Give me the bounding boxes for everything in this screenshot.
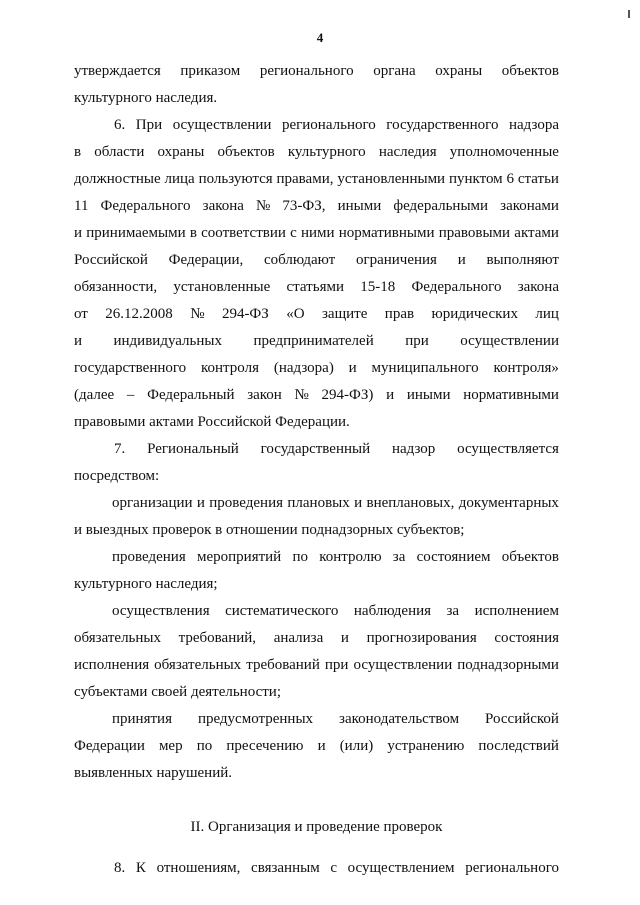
word: Федеральный	[147, 387, 235, 403]
text-line	[74, 301, 559, 328]
word: организации	[112, 495, 193, 511]
text-line	[74, 652, 559, 679]
word: осуществляется	[457, 441, 559, 457]
word: прав	[384, 306, 415, 322]
word: обязанности,	[74, 279, 158, 295]
text-line	[74, 247, 559, 274]
word: Федерального	[100, 198, 191, 214]
word: области	[94, 144, 145, 160]
word: культурного	[287, 144, 366, 160]
word: 6	[506, 171, 514, 187]
spacer	[74, 787, 559, 814]
word: объектов	[501, 549, 559, 565]
word: актами	[514, 225, 559, 241]
word: Российской	[74, 252, 148, 268]
word: с	[330, 860, 338, 876]
word: состоянием	[416, 549, 491, 565]
text-line	[74, 139, 559, 166]
word: –	[126, 387, 135, 403]
word: и	[386, 387, 395, 403]
text-line	[74, 112, 559, 139]
word: регионального	[259, 63, 354, 79]
text-line: культурного наследия;	[74, 576, 218, 592]
word: «О	[286, 306, 305, 322]
word: и	[317, 738, 326, 754]
word: исполнения	[74, 657, 150, 673]
word: и	[457, 252, 466, 268]
word: охраны	[157, 144, 205, 160]
word: органа	[373, 63, 416, 79]
word: Региональный	[147, 441, 239, 457]
word: проведения	[209, 495, 284, 511]
word: контроля	[201, 360, 259, 376]
text-line	[74, 490, 559, 517]
word: анализа	[273, 630, 324, 646]
word: наследия	[378, 144, 437, 160]
word: осуществлении	[172, 117, 272, 133]
word: и	[354, 495, 363, 511]
text-line	[74, 706, 559, 733]
word: защите	[322, 306, 368, 322]
word: по	[196, 738, 213, 754]
word: осуществления	[112, 603, 210, 619]
word: закона	[202, 198, 244, 214]
text-line: и выездных проверок в отношении поднадзорных субъектов;	[74, 522, 465, 538]
word: и	[340, 630, 349, 646]
word: пресечению	[226, 738, 304, 754]
word: систематического	[225, 603, 339, 619]
text-line: правовыми актами Российской Федерации.	[74, 414, 350, 430]
word: №	[294, 387, 309, 403]
word: иными	[406, 387, 451, 403]
word: правами,	[276, 171, 334, 187]
word: принятия	[112, 711, 172, 727]
word: нормативными	[338, 225, 435, 241]
text-line	[74, 855, 559, 882]
word: за	[392, 549, 406, 565]
word: должностные	[74, 171, 161, 187]
document-body	[74, 58, 559, 882]
word: лица	[164, 171, 195, 187]
word: государственного	[386, 117, 499, 133]
word: в	[74, 144, 82, 160]
word: (или)	[339, 738, 374, 754]
corner-mark	[628, 10, 630, 18]
word: контролю	[319, 549, 382, 565]
word: пользуются	[198, 171, 273, 187]
word: за	[446, 603, 460, 619]
word: Российской	[485, 711, 559, 727]
word: При	[135, 117, 163, 133]
word: установленные	[173, 279, 271, 295]
word: принимаемыми	[86, 225, 186, 241]
word: в	[189, 225, 197, 241]
word: связанным	[251, 860, 320, 876]
word: мер	[158, 738, 183, 754]
word: установленными	[337, 171, 446, 187]
text-line	[74, 733, 559, 760]
word: и	[196, 495, 205, 511]
word: ними	[300, 225, 335, 241]
word: мероприятий	[196, 549, 282, 565]
word: плановых	[287, 495, 350, 511]
word: осуществлением	[347, 860, 455, 876]
word: закон	[247, 387, 282, 403]
word: соблюдают	[264, 252, 336, 268]
word: охраны	[435, 63, 483, 79]
word: надзор	[391, 441, 436, 457]
text-line	[74, 598, 559, 625]
text-line	[74, 436, 559, 463]
word: с	[290, 225, 297, 241]
word: объектов	[217, 144, 275, 160]
word: №	[190, 306, 205, 322]
word: и	[74, 333, 83, 349]
text-line: выявленных нарушений.	[74, 765, 232, 781]
word: статьями	[286, 279, 344, 295]
word: при	[324, 657, 349, 673]
word: К	[135, 860, 146, 876]
word: наблюдения	[353, 603, 432, 619]
word: предпринимателей	[253, 333, 374, 349]
text-line: посредством:	[74, 468, 160, 484]
word: прогнозирования	[366, 630, 477, 646]
word: исполнением	[474, 603, 559, 619]
word: устранению	[387, 738, 465, 754]
text-line	[74, 58, 559, 85]
page-number: 4	[316, 30, 324, 45]
paragraph-8-start	[74, 855, 559, 882]
word: Федерации	[74, 738, 145, 754]
word: соответствии	[201, 225, 286, 241]
spacer	[74, 841, 559, 855]
word: государственного	[74, 360, 187, 376]
text-line: культурного наследия.	[74, 90, 218, 106]
word: контроля»	[493, 360, 559, 376]
text-line	[74, 274, 559, 301]
word: внеплановых,	[366, 495, 455, 511]
word: проведения	[112, 549, 186, 565]
word: иными	[337, 198, 382, 214]
word: нормативными	[463, 387, 559, 403]
word: регионального	[465, 860, 559, 876]
word: последствий	[478, 738, 559, 754]
word: лиц	[535, 306, 559, 322]
text-line: субъектами своей деятельности;	[74, 684, 281, 700]
text-line	[74, 166, 559, 193]
word: 294-ФЗ)	[321, 387, 374, 403]
word: 6.	[114, 117, 126, 133]
word: правовыми	[438, 225, 511, 241]
word: 7.	[114, 441, 126, 457]
word: 73-ФЗ,	[282, 198, 326, 214]
word: и	[348, 360, 357, 376]
word: выполняют	[486, 252, 559, 268]
word: пунктом	[448, 171, 503, 187]
text-line	[74, 193, 559, 220]
word: документарных	[458, 495, 559, 511]
word: осуществлении	[460, 333, 559, 349]
word: от	[74, 306, 88, 322]
word: закона	[517, 279, 559, 295]
text-line	[74, 625, 559, 652]
word: по	[292, 549, 308, 565]
word: 15-18	[360, 279, 396, 295]
word: поднадзорными	[457, 657, 559, 673]
text-line	[74, 544, 559, 571]
word: требований	[246, 657, 320, 673]
word: состояния	[494, 630, 559, 646]
word: при	[405, 333, 429, 349]
word: осуществлении	[353, 657, 453, 673]
text-line	[74, 355, 559, 382]
word: отношениям,	[156, 860, 241, 876]
word: индивидуальных	[113, 333, 222, 349]
text-line	[74, 328, 559, 355]
word: утверждается	[74, 63, 161, 79]
word: 11	[74, 198, 89, 214]
word: 294-ФЗ	[221, 306, 269, 322]
word: законодательством	[339, 711, 460, 727]
word: статьи	[517, 171, 559, 187]
word: предусмотренных	[197, 711, 314, 727]
word: федеральными	[393, 198, 489, 214]
word: (надзора)	[273, 360, 334, 376]
word: муниципального	[371, 360, 479, 376]
word: 8.	[114, 860, 126, 876]
text-line	[74, 220, 559, 247]
word: и	[74, 225, 83, 241]
word: требований,	[178, 630, 257, 646]
word: обязательных	[74, 630, 161, 646]
word: обязательных	[154, 657, 242, 673]
word: законами	[500, 198, 559, 214]
word: №	[256, 198, 271, 214]
word: регионального	[281, 117, 376, 133]
word: объектов	[501, 63, 559, 79]
word: Федерации,	[168, 252, 244, 268]
word: ограничения	[355, 252, 437, 268]
word: 26.12.2008	[105, 306, 173, 322]
text-line	[74, 382, 559, 409]
word: (далее	[74, 387, 115, 403]
word: приказом	[180, 63, 241, 79]
word: уполномоченные	[449, 144, 559, 160]
word: государственный	[260, 441, 371, 457]
word: Федерального	[411, 279, 502, 295]
word: юридических	[431, 306, 518, 322]
paragraph-lines	[74, 58, 559, 787]
word: надзора	[508, 117, 559, 133]
section-heading: II. Организация и проведение проверок	[190, 819, 443, 835]
